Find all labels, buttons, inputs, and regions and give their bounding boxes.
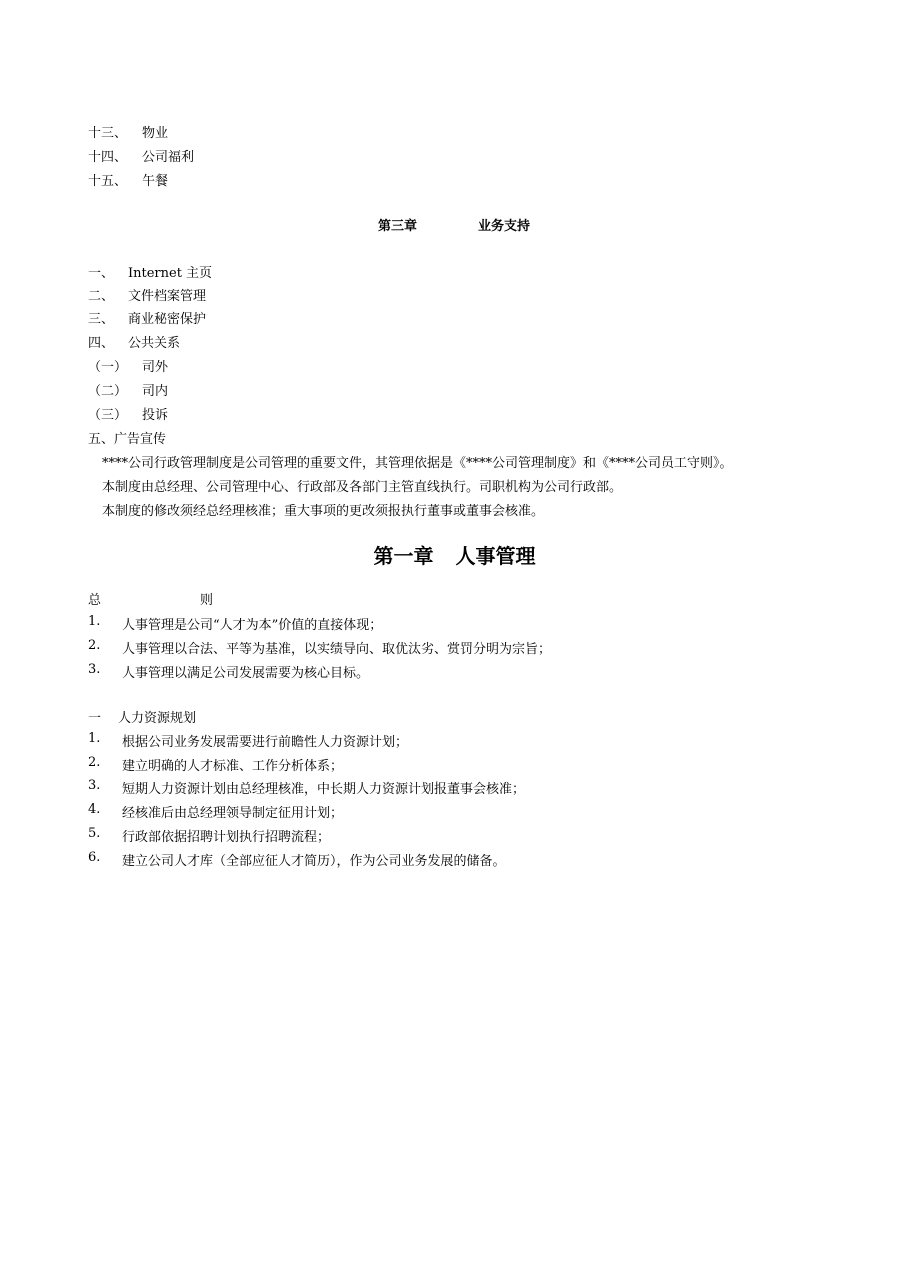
toc-item-number: 十四、: [88, 150, 128, 165]
list-text: 建立公司人才库（全部应征人才简历），作为公司业务发展的储备。: [122, 854, 506, 869]
list-text: 根据公司业务发展需要进行前瞻性人力资源计划；: [122, 735, 409, 750]
subitem-text: 司外: [142, 360, 169, 375]
section-number: 一: [88, 711, 102, 726]
list-text: 经核准后由总经理领导制定征用计划；: [122, 806, 344, 821]
list-number: 6.: [88, 850, 101, 865]
toc-item-number: 四、: [88, 336, 115, 351]
toc-item-text: 公共关系: [128, 336, 181, 351]
item-five: 五、广告宣传: [88, 432, 167, 447]
list-number: 4.: [88, 802, 101, 817]
list-number: 1.: [88, 614, 101, 629]
subitem-number: （三）: [88, 408, 128, 423]
toc-item-text: 午餐: [142, 174, 169, 189]
list-number: 2.: [88, 638, 101, 653]
list-number: 5.: [88, 826, 101, 841]
subitem-text: 司内: [142, 384, 169, 399]
list-number: 1.: [88, 731, 101, 746]
list-text: 建立明确的人才标准、工作分析体系；: [122, 759, 344, 774]
list-text: 行政部依据招聘计划执行招聘流程；: [122, 830, 331, 845]
general-heading-char2: 则: [200, 593, 214, 608]
subitem-text: 投诉: [142, 408, 169, 423]
toc-item-number: 三、: [88, 312, 115, 327]
toc-item-number: 十三、: [88, 126, 128, 141]
list-number: 2.: [88, 755, 101, 770]
general-heading-char1: 总: [88, 593, 102, 608]
list-text: 人事管理以合法、平等为基准，以实绩导向、取优汰劣、赏罚分明为宗旨；: [122, 642, 552, 657]
list-text: 人事管理是公司“人才为本”价值的直接体现；: [122, 618, 383, 633]
toc-item-text: 文件档案管理: [128, 289, 207, 304]
list-number: 3.: [88, 778, 101, 793]
chapter1-label: 第一章: [373, 544, 434, 568]
toc-item-number: 十五、: [88, 174, 128, 189]
chapter3-label: 第三章: [378, 219, 418, 234]
section-title: 人力资源规划: [118, 711, 197, 726]
intro-paragraph: ****公司行政管理制度是公司管理的重要文件，其管理依据是《****公司管理制度》和《****公司员工守则》。: [102, 456, 733, 471]
chapter3-title: 业务支持: [478, 219, 531, 234]
list-text: 短期人力资源计划由总经理核准，中长期人力资源计划报董事会核准；: [122, 782, 526, 797]
intro-paragraph: 本制度的修改须经总经理核准；重大事项的更改须报执行董事或董事会核准。: [102, 504, 545, 519]
chapter1-title: 人事管理: [455, 544, 536, 568]
subitem-number: （一）: [88, 360, 128, 375]
list-number: 3.: [88, 662, 101, 677]
toc-item-number: 一、: [88, 266, 115, 281]
toc-item-text: 公司福利: [142, 150, 195, 165]
toc-item-text: 物业: [142, 126, 169, 141]
intro-paragraph: 本制度由总经理、公司管理中心、行政部及各部门主管直线执行。司职机构为公司行政部。: [102, 480, 623, 495]
toc-item-text: Internet 主页: [128, 266, 213, 281]
subitem-number: （二）: [88, 384, 128, 399]
chapter1-heading: [0, 540, 909, 569]
toc-item-number: 二、: [88, 289, 115, 304]
list-text: 人事管理以满足公司发展需要为核心目标。: [122, 666, 370, 681]
toc-item-text: 商业秘密保护: [128, 312, 207, 327]
